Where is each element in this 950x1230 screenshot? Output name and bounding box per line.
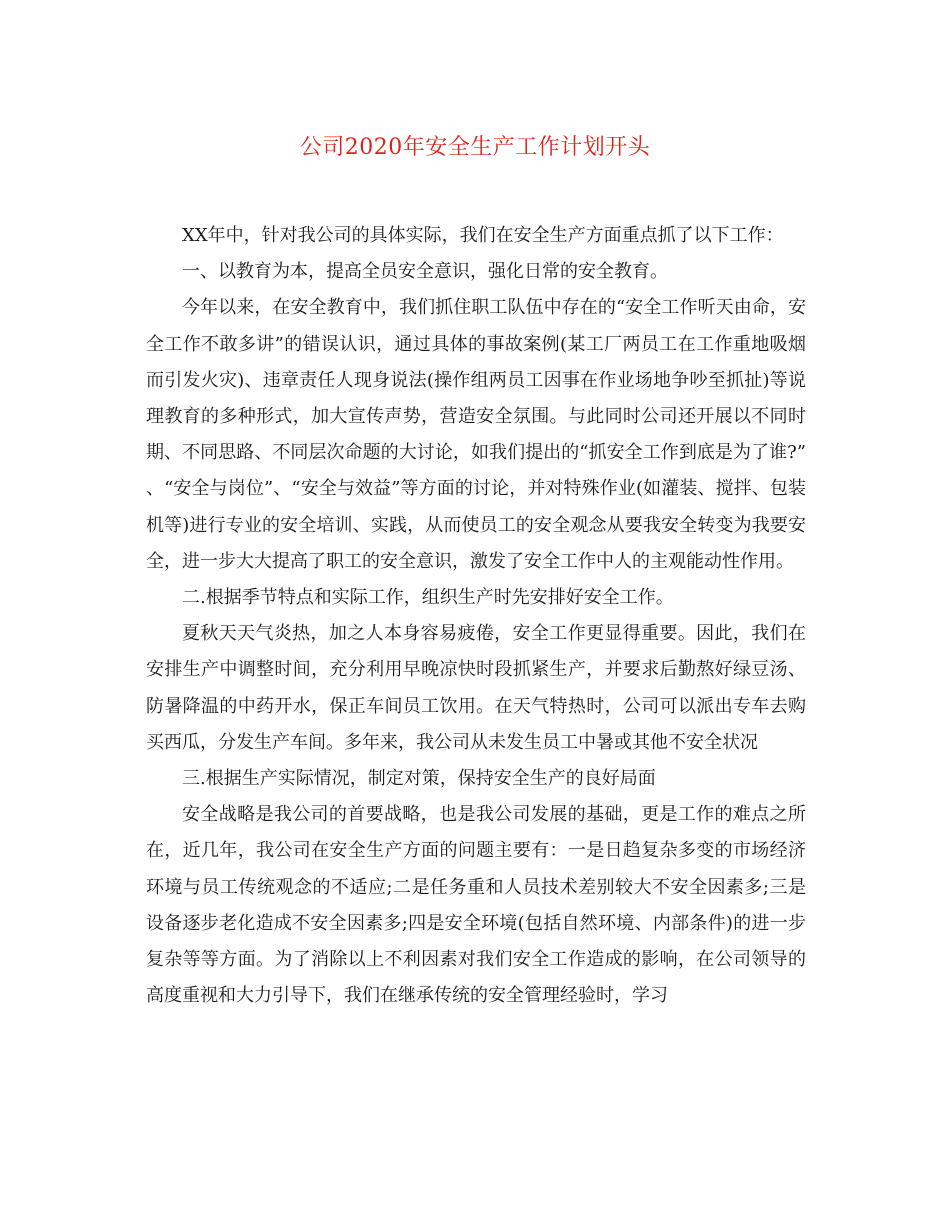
paragraph: 安全战略是我公司的首要战略，也是我公司发展的基础，更是工作的难点之所在，近几年，我公司在安全生产方面的问题主要有：一是日趋复杂多变的市场经济环境与员工传统观念的不适应;二是任务重和人员技术差别较大不安全因素多;三是设备逐步老化造成不安全因素多;四是安全环境(包括自然环境、内部条件)的进一步复杂等等方面。为了消除以上不利因素对我们安全工作造成的影响，在公司领导的高度重视和大力引导下，我们在继承传统的安全管理经验时，学习 <box>146 804 806 1007</box>
paragraph: 今年以来，在安全教育中，我们抓住职工队伍中存在的“安全工作听天由命，安全工作不敢多讲”的错误认识，通过具体的事故案例(某工厂两员工在工作重地吸烟而引发火灾)、违章责任人现身说法(操作组两员工因事在作业场地争吵至抓扯)等说理教育的多种形式，加大宣传声势，营造安全氛围。与此同时公司还开展以不同时期、不同思路、不同层次命题的大讨论，如我们提出的“抓安全工作到底是为了谁?” 、“安全与岗位”、“安全与效益”等方面的讨论，并对特殊作业(如灌装、搅拌、包装机等)进行专业的安全培训、实践，从而使员工的安全观念从要我安全转变为我要安全，进一步大大提高了职工的安全意识，激发了安全工作中人的主观能动性作用。 <box>146 297 806 572</box>
section-heading: 一、以教育为本，提高全员安全意识，强化日常的安全教育。 <box>182 261 668 283</box>
paragraph: XX年中，针对我公司的具体实际，我们在安全生产方面重点抓了以下工作： <box>182 225 784 246</box>
section-heading: 三.根据生产实际情况，制定对策，保持安全生产的良好局面 <box>182 768 656 790</box>
document-title: 公司2020年安全生产工作计划开头 <box>299 135 651 160</box>
section-heading: 二.根据季节特点和实际工作，组织生产时先安排好安全工作。 <box>182 587 674 609</box>
paragraph: 夏秋天天气炎热，加之人本身容易疲倦，安全工作更显得重要。因此，我们在安排生产中调整时间，充分利用早晚凉快时段抓紧生产，并要求后勤熬好绿豆汤、防暑降温的中药开水，保正车间员工饮用。在天气特热时，公司可以派出专车去购买西瓜，分发生产车间。多年来，我公司从未发生员工中暑或其他不安全状况 <box>146 623 806 753</box>
document-body <box>146 218 806 1014</box>
